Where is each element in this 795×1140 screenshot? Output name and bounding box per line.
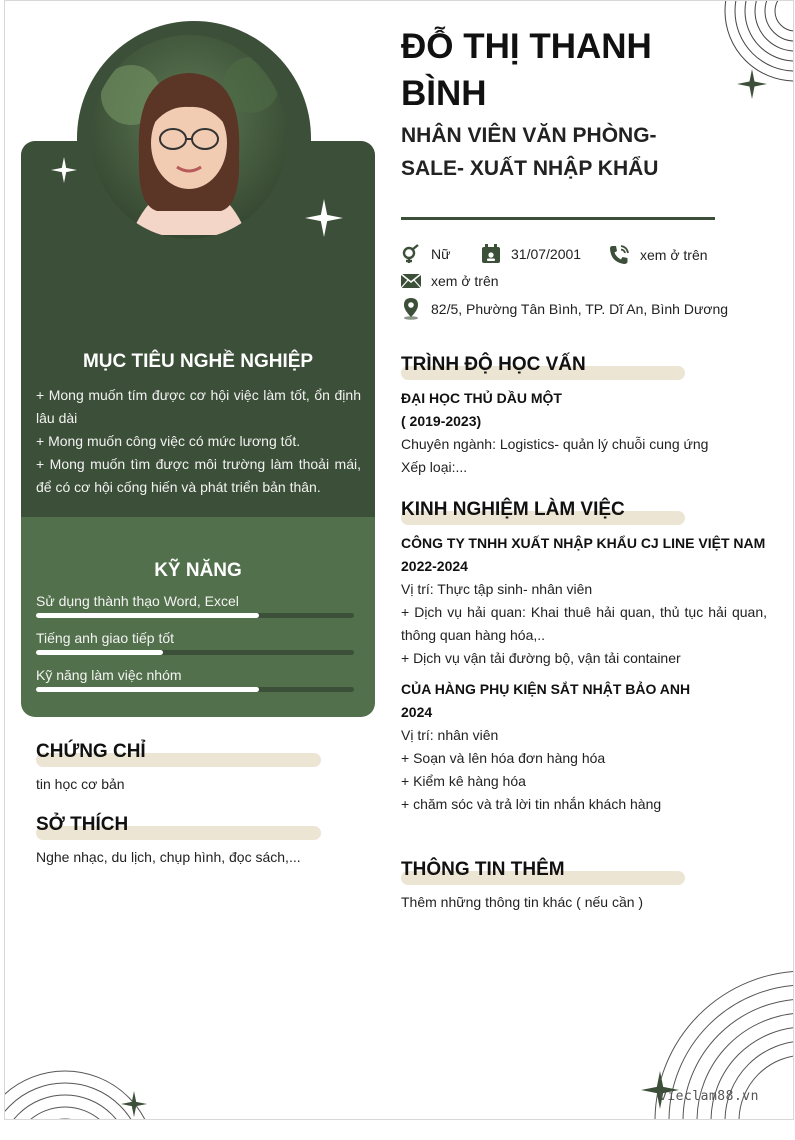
calendar-icon — [481, 244, 501, 264]
birthdate-value: 31/07/2001 — [511, 246, 582, 262]
skill-bar — [36, 687, 354, 692]
skills-title: KỸ NĂNG — [154, 560, 242, 581]
email-value: xem ở trên — [431, 273, 499, 289]
phone-icon — [608, 244, 630, 266]
education-school: ĐẠI HỌC THỦ DẦU MỘT — [401, 390, 562, 406]
education-title: TRÌNH ĐỘ HỌC VẤN — [401, 354, 586, 375]
gender-value: Nữ — [431, 246, 451, 262]
skill-bar — [36, 650, 354, 655]
candidate-name: ĐỖ THỊ THANH BÌNH — [401, 27, 652, 113]
job-period: 2022-2024 — [401, 558, 468, 574]
birthdate-info — [481, 244, 581, 264]
address-value: 82/5, Phường Tân Bình, TP. Dĩ An, Bình Dương — [431, 301, 729, 317]
education-years: ( 2019-2023) — [401, 413, 482, 429]
additional-title: THÔNG TIN THÊM — [401, 859, 565, 880]
sparkle-icon — [305, 199, 343, 237]
job-company: CỦA HÀNG PHỤ KIỆN SẮT NHẬT BẢO ANH — [401, 681, 691, 697]
skill-label: Sử dụng thành thạo Word, Excel — [36, 593, 239, 609]
skill-label: Tiếng anh giao tiếp tốt — [36, 630, 175, 646]
experience-title: KINH NGHIỆM LÀM VIỆC — [401, 499, 625, 520]
job-company: CÔNG TY TNHH XUẤT NHẬP KHẨU CJ LINE VIỆT NAM — [401, 535, 766, 551]
job-period: 2024 — [401, 704, 433, 720]
objective-line: + Mong muốn công việc có mức lương tốt. — [36, 433, 301, 449]
job-duty: + chăm sóc và trả lời tin nhắn khách hàng — [401, 796, 662, 812]
job-duty: + Dịch vụ vận tải đường bộ, vận tải container — [401, 650, 681, 666]
certificates-text: tin học cơ bản — [36, 776, 125, 792]
skill-bar-fill — [36, 650, 163, 655]
skill-item — [36, 667, 354, 692]
watermark: vieclam88.vn — [659, 1089, 759, 1104]
job-duty: + Kiểm kê hàng hóa — [401, 773, 526, 789]
job-position: Vị trí: nhân viên — [401, 727, 499, 743]
hobbies-text: Nghe nhạc, du lịch, chụp hình, đọc sách,... — [36, 849, 301, 865]
skill-item — [36, 630, 354, 655]
gender-info — [401, 244, 450, 264]
job-duty: + Dịch vụ hải quan: Khai thuê hải quan, thủ tục hải quan, thông quan hàng hóa,.. — [401, 604, 767, 643]
objective-line: + Mong muốn tím được cơ hội việc làm tốt, ổn định lâu dài — [36, 387, 361, 426]
skill-bar-fill — [36, 687, 259, 692]
header-divider — [401, 217, 715, 220]
skill-bar — [36, 613, 354, 618]
email-info — [401, 271, 499, 291]
certificates-title: CHỨNG CHỈ — [36, 741, 146, 762]
additional-text: Thêm những thông tin khác ( nếu cần ) — [401, 894, 644, 910]
hobbies-title: SỞ THÍCH — [36, 814, 129, 835]
job-position: Vị trí: Thực tập sinh- nhân viên — [401, 581, 593, 597]
sparkle-icon — [51, 157, 77, 183]
job-duty: + Soạn và lên hóa đơn hàng hóa — [401, 750, 606, 766]
phone-info — [608, 244, 708, 266]
sparkle-icon — [737, 69, 767, 99]
gender-icon — [401, 244, 421, 264]
email-icon — [401, 271, 421, 291]
skill-label: Kỹ năng làm việc nhóm — [36, 667, 182, 683]
skill-item — [36, 593, 354, 618]
education-rank: Xếp loại:... — [401, 459, 468, 475]
phone-value: xem ở trên — [640, 247, 708, 263]
location-pin-icon — [401, 298, 421, 320]
resume-page — [4, 0, 794, 1120]
profile-photo — [91, 35, 287, 239]
education-major: Chuyên ngành: Logistics- quản lý chuỗi cung ứng — [401, 436, 709, 452]
objective-title: MỤC TIÊU NGHỀ NGHIỆP — [82, 351, 314, 372]
address-info — [401, 298, 728, 320]
candidate-role: NHÂN VIÊN VĂN PHÒNG- SALE- XUẤT NHẬP KHẨU — [401, 124, 659, 180]
objective-line: + Mong muốn tìm được môi trường làm thoải mái, để có cơ hội cống hiến và phát triển bản thân. — [36, 456, 361, 495]
objective-text — [36, 384, 361, 499]
skill-bar-fill — [36, 613, 259, 618]
sparkle-icon — [121, 1091, 147, 1117]
